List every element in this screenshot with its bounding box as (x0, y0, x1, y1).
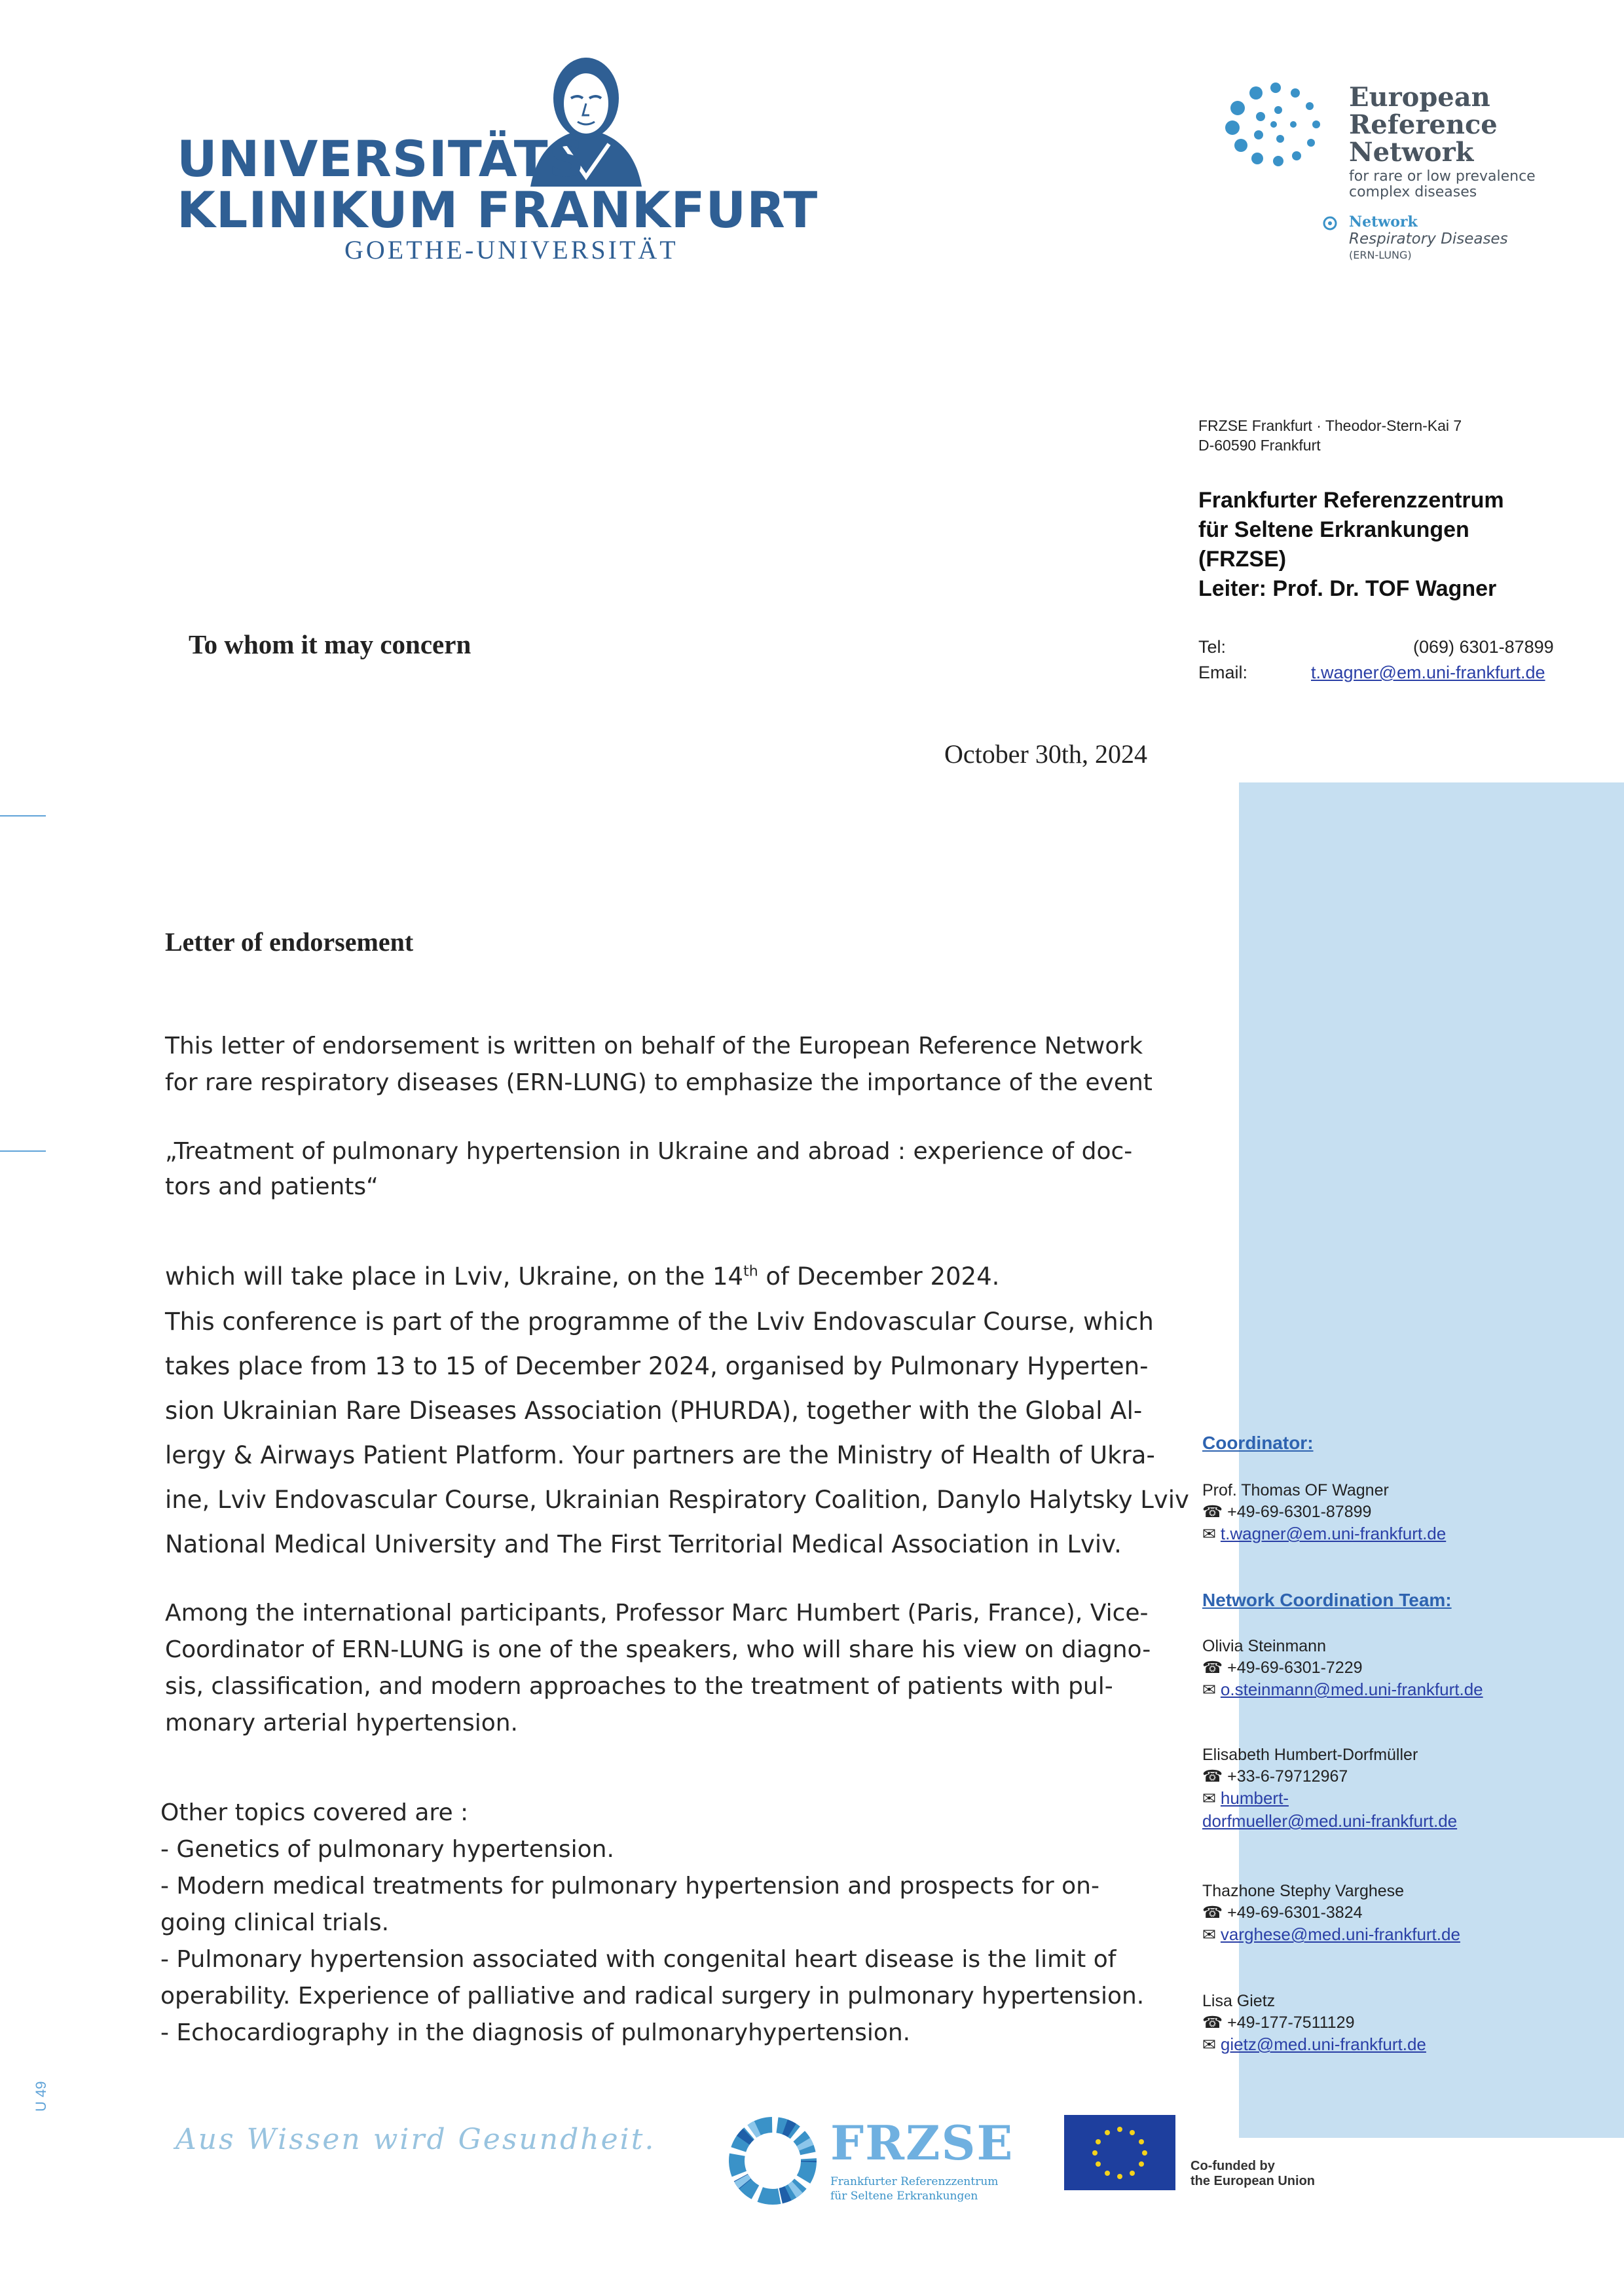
uk-logo-line2: KLINIKUM FRANKFURT (177, 181, 819, 239)
team-member-email-row (1202, 2034, 1426, 2056)
paragraph-line: sis, classification, and modern approaches to the treatment of patients with pul- (165, 1673, 1113, 1700)
team-member-name: Olivia Steinmann (1202, 1637, 1326, 1655)
participants-paragraph (165, 1595, 1200, 1742)
team-member-email-link[interactable]: o.steinmann@med.uni-frankfurt.de (1220, 1680, 1483, 1699)
topics-line: - Modern medical treatments for pulmonary hypertension and prospects for on- (160, 1873, 1099, 1900)
eu-flag-icon (1064, 2115, 1175, 2190)
phone-icon: ☎ (1202, 2013, 1228, 2032)
team-member-name: Elisabeth Humbert-Dorfmüller (1202, 1746, 1418, 1764)
phone-icon: ☎ (1202, 1903, 1228, 1922)
topics-line: - Genetics of pulmonary hypertension. (160, 1836, 614, 1863)
mail-icon: ✉ (1202, 2036, 1221, 2054)
event-place-sup: th (743, 1263, 758, 1280)
uk-logo-line3: GOETHE-UNIVERSITÄT (344, 235, 678, 265)
frzse-name-line1: Frankfurter Referenzzentrum (1198, 488, 1504, 513)
paragraph-line: sion Ukrainian Rare Diseases Association (PHURDA), together with the Global Al- (165, 1397, 1143, 1425)
team-member-phone: +49-69-6301-3824 (1227, 1903, 1363, 1922)
team-member-name: Thazhone Stephy Varghese (1202, 1882, 1405, 1900)
recipient: To whom it may concern (189, 629, 471, 659)
ern-network-icon (1323, 216, 1337, 230)
ern-title-2: Reference (1349, 109, 1498, 140)
team-member-email-row (1202, 1924, 1460, 1946)
team-member-phone-row (1202, 2012, 1354, 2034)
team-member-phone: +49-177-7511129 (1227, 2013, 1355, 2032)
sender-address-line1: FRZSE Frankfurt · Theodor-Stern-Kai 7 (1198, 417, 1462, 434)
topics-line: - Pulmonary hypertension associated with congenital heart disease is the limit of (160, 1946, 1116, 1973)
fold-mark-1 (0, 815, 46, 817)
phone-icon: ☎ (1202, 1767, 1228, 1786)
tel-value: (069) 6301-87899 (1413, 637, 1554, 657)
event-title-line-2: tors and patients“ (165, 1173, 378, 1200)
sender-address-line2: D-60590 Frankfurt (1198, 437, 1321, 454)
mail-icon: ✉ (1202, 1790, 1221, 1808)
coordinator-email-row (1202, 1523, 1446, 1545)
frzse-subtitle-2: für Seltene Erkrankungen (830, 2190, 978, 2203)
topics-line: going clinical trials. (160, 1909, 390, 1936)
eu-cofunded-line2: the European Union (1190, 2174, 1315, 2188)
event-place-post: of December 2024. (758, 1262, 1000, 1291)
team-member-phone-row (1202, 1657, 1363, 1679)
paragraph-line: Among the international participants, Professor Marc Humbert (Paris, France), Vice- (165, 1600, 1149, 1626)
paragraph-line: Coordinator of ERN-LUNG is one of the speakers, who will share his view on diagno- (165, 1636, 1151, 1663)
ern-title-1: European (1349, 82, 1490, 113)
team-member-name: Lisa Gietz (1202, 1992, 1276, 2010)
coordinator-phone-row (1202, 1501, 1371, 1523)
tel-label: Tel: (1198, 637, 1227, 657)
frzse-name-line3: (FRZSE) (1198, 547, 1287, 572)
intro-line-2: for rare respiratory diseases (ERN-LUNG) to emphasize the importance of the event (165, 1069, 1153, 1096)
frzse-name-line2: für Seltene Erkrankungen (1198, 517, 1469, 542)
team-heading: Network Coordination Team: (1202, 1590, 1452, 1610)
sender-email-link[interactable]: t.wagner@em.uni-frankfurt.de (1311, 663, 1545, 682)
team-member-email-link[interactable]: gietz@med.uni-frankfurt.de (1220, 2034, 1426, 2054)
ern-respiratory-label: Respiratory Diseases (1349, 230, 1508, 248)
ern-dots-logo (1218, 79, 1329, 167)
phone-icon: ☎ (1202, 1659, 1228, 1677)
side-code: U 49 (33, 2081, 49, 2112)
paragraph-line: ine, Lviv Endovascular Course, Ukrainian Respiratory Coalition, Danylo Halytsky Lviv (165, 1486, 1189, 1514)
eu-cofunded-line1: Co-funded by (1190, 2159, 1275, 2173)
topics-list (160, 1795, 1208, 2051)
fold-mark-2 (0, 1150, 46, 1152)
ern-network-label: Network (1349, 213, 1418, 230)
team-member-email-row (1202, 1788, 1289, 1810)
team-member-email-row (1202, 1679, 1483, 1701)
ern-code-label: (ERN-LUNG) (1349, 249, 1412, 261)
footer-slogan: Aus Wissen wird Gesundheit. (175, 2123, 656, 2156)
team-member-phone: +49-69-6301-7229 (1227, 1659, 1363, 1677)
topics-line: operability. Experience of palliative and radical surgery in pulmonary hypertension. (160, 1983, 1145, 2010)
coordinator-phone: +49-69-6301-87899 (1227, 1503, 1372, 1521)
intro-line-1: This letter of endorsement is written on behalf of the European Reference Network (165, 1033, 1143, 1059)
mail-icon: ✉ (1202, 1525, 1221, 1543)
team-member-phone-row (1202, 1766, 1348, 1788)
ern-subtitle-2: complex diseases (1349, 184, 1477, 200)
team-member-email-link-cont[interactable]: dorfmueller@med.uni-frankfurt.de (1202, 1811, 1458, 1831)
coordinator-email-link[interactable]: t.wagner@em.uni-frankfurt.de (1220, 1524, 1447, 1543)
mail-icon: ✉ (1202, 1681, 1221, 1699)
frzse-leader: Leiter: Prof. Dr. TOF Wagner (1198, 576, 1497, 601)
team-member-phone-row (1202, 1902, 1363, 1924)
paragraph-line: This conference is part of the programme of the Lviv Endovascular Course, which (165, 1308, 1154, 1336)
ern-subtitle-1: for rare or low prevalence (1349, 168, 1536, 185)
conference-paragraph (165, 1300, 1200, 1567)
topics-line: Other topics covered are : (160, 1799, 469, 1826)
coordinator-name: Prof. Thomas OF Wagner (1202, 1481, 1389, 1499)
frzse-subtitle-1: Frankfurter Referenzzentrum (830, 2175, 999, 2188)
coordinator-heading: Coordinator: (1202, 1433, 1314, 1453)
paragraph-line: National Medical University and The First Territorial Medical Association in Lviv. (165, 1530, 1122, 1558)
event-title-line-1: „Treatment of pulmonary hypertension in Ukraine and abroad : experience of doc- (165, 1138, 1133, 1165)
paragraph-line: lergy & Airways Patient Platform. Your partners are the Ministry of Health of Ukra- (165, 1441, 1155, 1469)
frzse-ring-logo (724, 2112, 822, 2210)
paragraph-line: monary arterial hypertension. (165, 1710, 518, 1736)
event-place-line (165, 1262, 999, 1291)
letter-subject: Letter of endorsement (165, 927, 414, 957)
team-member-email-link[interactable]: varghese@med.uni-frankfurt.de (1220, 1924, 1460, 1944)
ern-title-3: Network (1349, 137, 1474, 168)
event-place-pre: which will take place in Lviv, Ukraine, on the 14 (165, 1262, 744, 1291)
uk-logo-line1: UNIVERSITÄTS (177, 130, 585, 188)
email-label: Email: (1198, 663, 1248, 682)
team-member-phone: +33-6-79712967 (1227, 1767, 1348, 1786)
topics-line: - Echocardiography in the diagnosis of pulmonaryhypertension. (160, 2019, 911, 2046)
letter-date: October 30th, 2024 (944, 739, 1147, 769)
team-member-email-link[interactable]: humbert- (1220, 1788, 1289, 1808)
phone-icon: ☎ (1202, 1503, 1228, 1521)
frzse-wordmark: FRZSE (830, 2115, 1014, 2171)
paragraph-line: takes place from 13 to 15 of December 2024, organised by Pulmonary Hyperten- (165, 1352, 1149, 1380)
mail-icon: ✉ (1202, 1926, 1221, 1944)
